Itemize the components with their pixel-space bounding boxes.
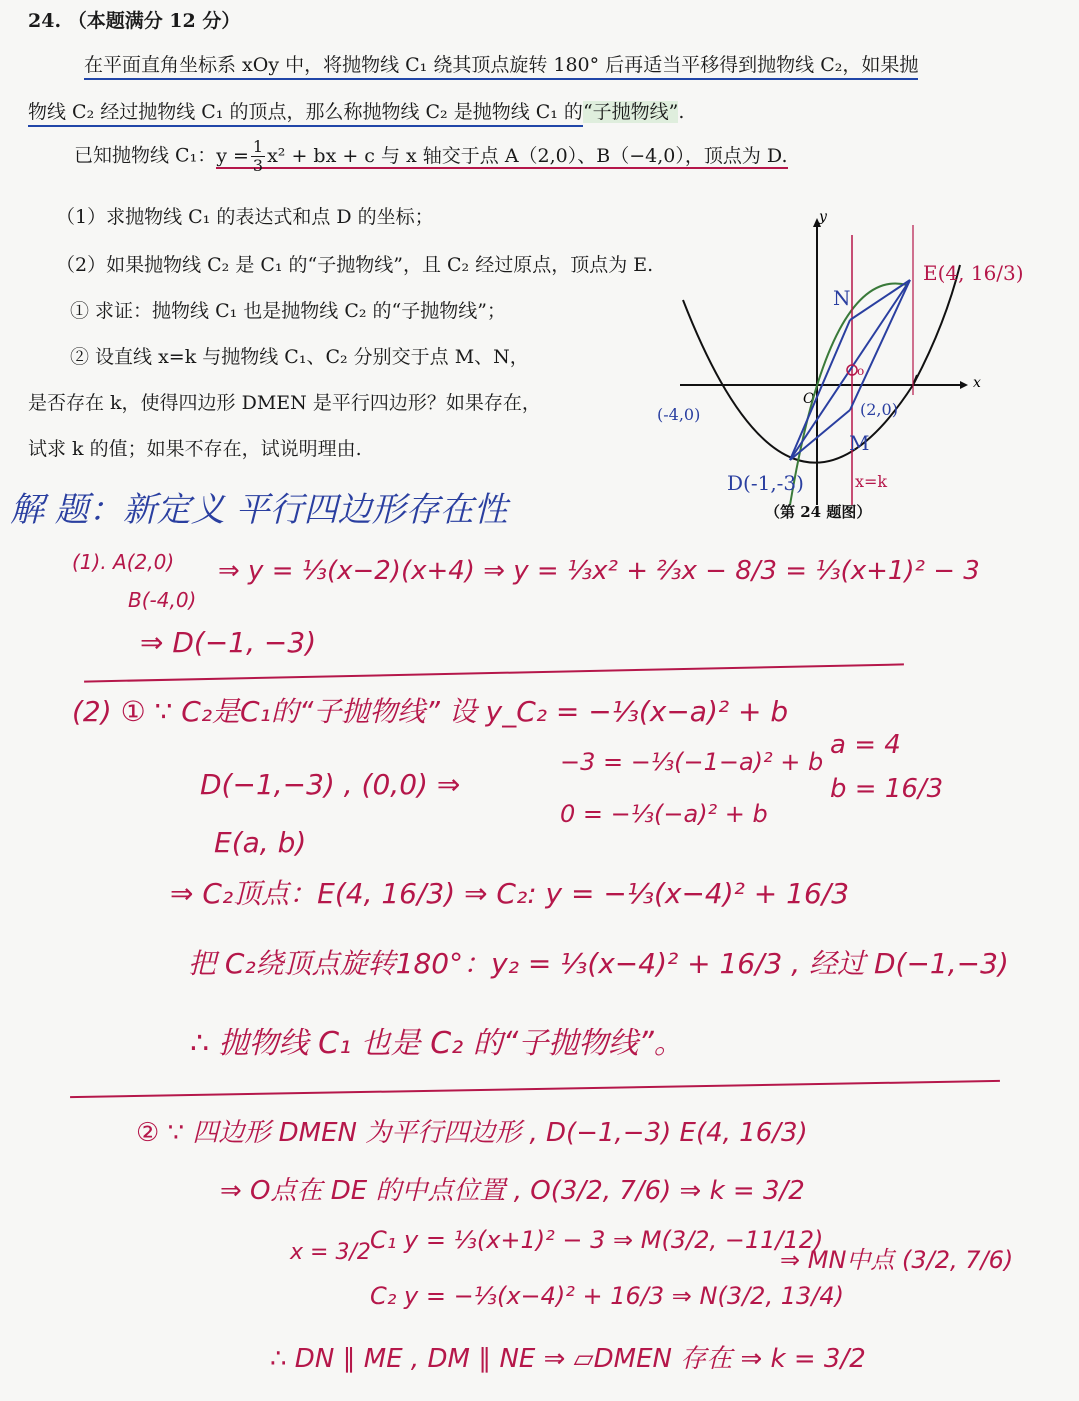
given-fraction: $\frac{1}{3}$ [252,137,264,175]
question-2b: ② 设直线 x=k 与抛物线 C₁、C₂ 分别交于点 M、N， [70,346,529,368]
divider-1 [84,663,904,682]
sol3-point-m: C₁ y = ⅓(x+1)² − 3 ⇒ M(3/2, −11/12) [370,1226,824,1254]
term-sub-parabola: “子抛物线” [582,101,679,123]
question-1: （1）求抛物线 C₁ 的表达式和点 D 的坐标； [56,206,434,228]
sol2-solution-b: b = 16/3 [830,774,944,804]
midpoint-o-label: o [857,364,865,378]
point-a-label: (2,0) [860,400,898,419]
sol3-line2: ⇒ O点在 DE 的中点位置 , O(3/2, 7/6) ⇒ k = 3/2 [220,1176,805,1206]
solution-title: 解 题：新定义 平行四边形存在性 [10,490,508,530]
x-axis-arrow-icon [960,381,968,389]
sol1-point-b: B(-4,0) [128,588,197,612]
sol2-line2: D(−1,−3) , (0,0) ⇒ [200,768,461,801]
point-m-label: M [849,431,870,455]
sol2-conclusion: ∴ 抛物线 C₁ 也是 C₂ 的“子抛物线”。 [190,1026,684,1061]
problem-score: （本题满分 12 分） [67,10,241,32]
sol2-line1: (2) ① ∵ C₂是C₁的“子抛物线” 设 y_C₂ = −⅓(x−a)² + b [72,695,789,728]
sol2-point-e: E(a, b) [214,826,307,859]
line-xk-label: x=k [855,472,888,491]
intro-line-1: 在平面直角坐标系 xOy 中，将抛物线 C₁ 绕其顶点旋转 180° 后再适当平移得到抛物线 C₂，如果抛 [84,50,918,77]
figure-caption: （第 24 题图） [765,503,872,521]
point-e-label: E(4, 16/3) [923,261,1024,285]
point-d-label: D(-1,-3) [727,471,804,495]
sol1-equation: ⇒ y = ⅓(x−2)(x+4) ⇒ y = ⅓x² + ⅔x − 8/3 = ⅓(x+1)² − 3 [218,556,980,586]
sol3-conclusion: ∴ DN ∥ ME , DM ∥ NE ⇒ ▱DMEN 存在 ⇒ k = 3/2 [270,1344,866,1374]
sol3-x-value: x = 3/2 [290,1240,371,1265]
x-axis-label: x [973,375,981,391]
problem-number: 24. （本题满分 12 分） [28,10,241,32]
origin-label: O [803,391,815,407]
divider-2 [70,1080,1000,1098]
sol2-c2-equation: ⇒ C₂顶点：E(4, 16/3) ⇒ C₂: y = −⅓(x−4)² + 16/3 [170,877,850,910]
point-n-label: N [833,286,851,310]
question-2b-line2: 是否存在 k，使得四边形 DMEN 是平行四边形？如果存在， [28,392,541,414]
given-line: 已知抛物线 C₁：y = $\frac{1}{3}$ x² + bx + c 与 x 轴交于点 A（2,0）、B（−4,0），顶点为 D. [74,137,788,175]
segment-dm [790,410,850,460]
question-2a: ① 求证：抛物线 C₁ 也是抛物线 C₂ 的“子抛物线”； [70,300,506,322]
y-axis-label: y [819,209,827,225]
sol3-point-n: C₂ y = −⅓(x−4)² + 16/3 ⇒ N(3/2, 13/4) [370,1282,844,1310]
question-2b-line3: 试求 k 的值；如果不存在，试说明理由. [28,438,362,460]
problem-figure [655,205,1055,525]
sol2-system-eq1: −3 = −⅓(−1−a)² + b [560,748,824,776]
segment-dn [790,320,850,460]
point-b-label: (-4,0) [657,405,701,424]
intro-line-2: 物线 C₂ 经过抛物线 C₁ 的顶点，那么称抛物线 C₂ 是抛物线 C₁ 的“子抛物线”. [28,97,684,124]
sol1-point-a: (1). A(2,0) [72,550,175,574]
sol3-line1: ② ∵ 四边形 DMEN 为平行四边形 , D(−1,−3) E(4, 16/3) [136,1118,808,1148]
question-2: （2）如果抛物线 C₂ 是 C₁ 的“子抛物线”，且 C₂ 经过原点，顶点为 E. [56,254,654,276]
sol2-rotation: 把 C₂绕顶点旋转180°：y₂ = ⅓(x−4)² + 16/3 , 经过 D(−1,−3) [188,947,1009,980]
sol1-vertex-d: ⇒ D(−1, −3) [140,626,317,659]
sol2-system-eq2: 0 = −⅓(−a)² + b [560,800,768,828]
sol3-midpoint-mn: ⇒ MN中点 (3/2, 7/6) [780,1246,1014,1274]
sol2-solution-a: a = 4 [830,730,901,760]
